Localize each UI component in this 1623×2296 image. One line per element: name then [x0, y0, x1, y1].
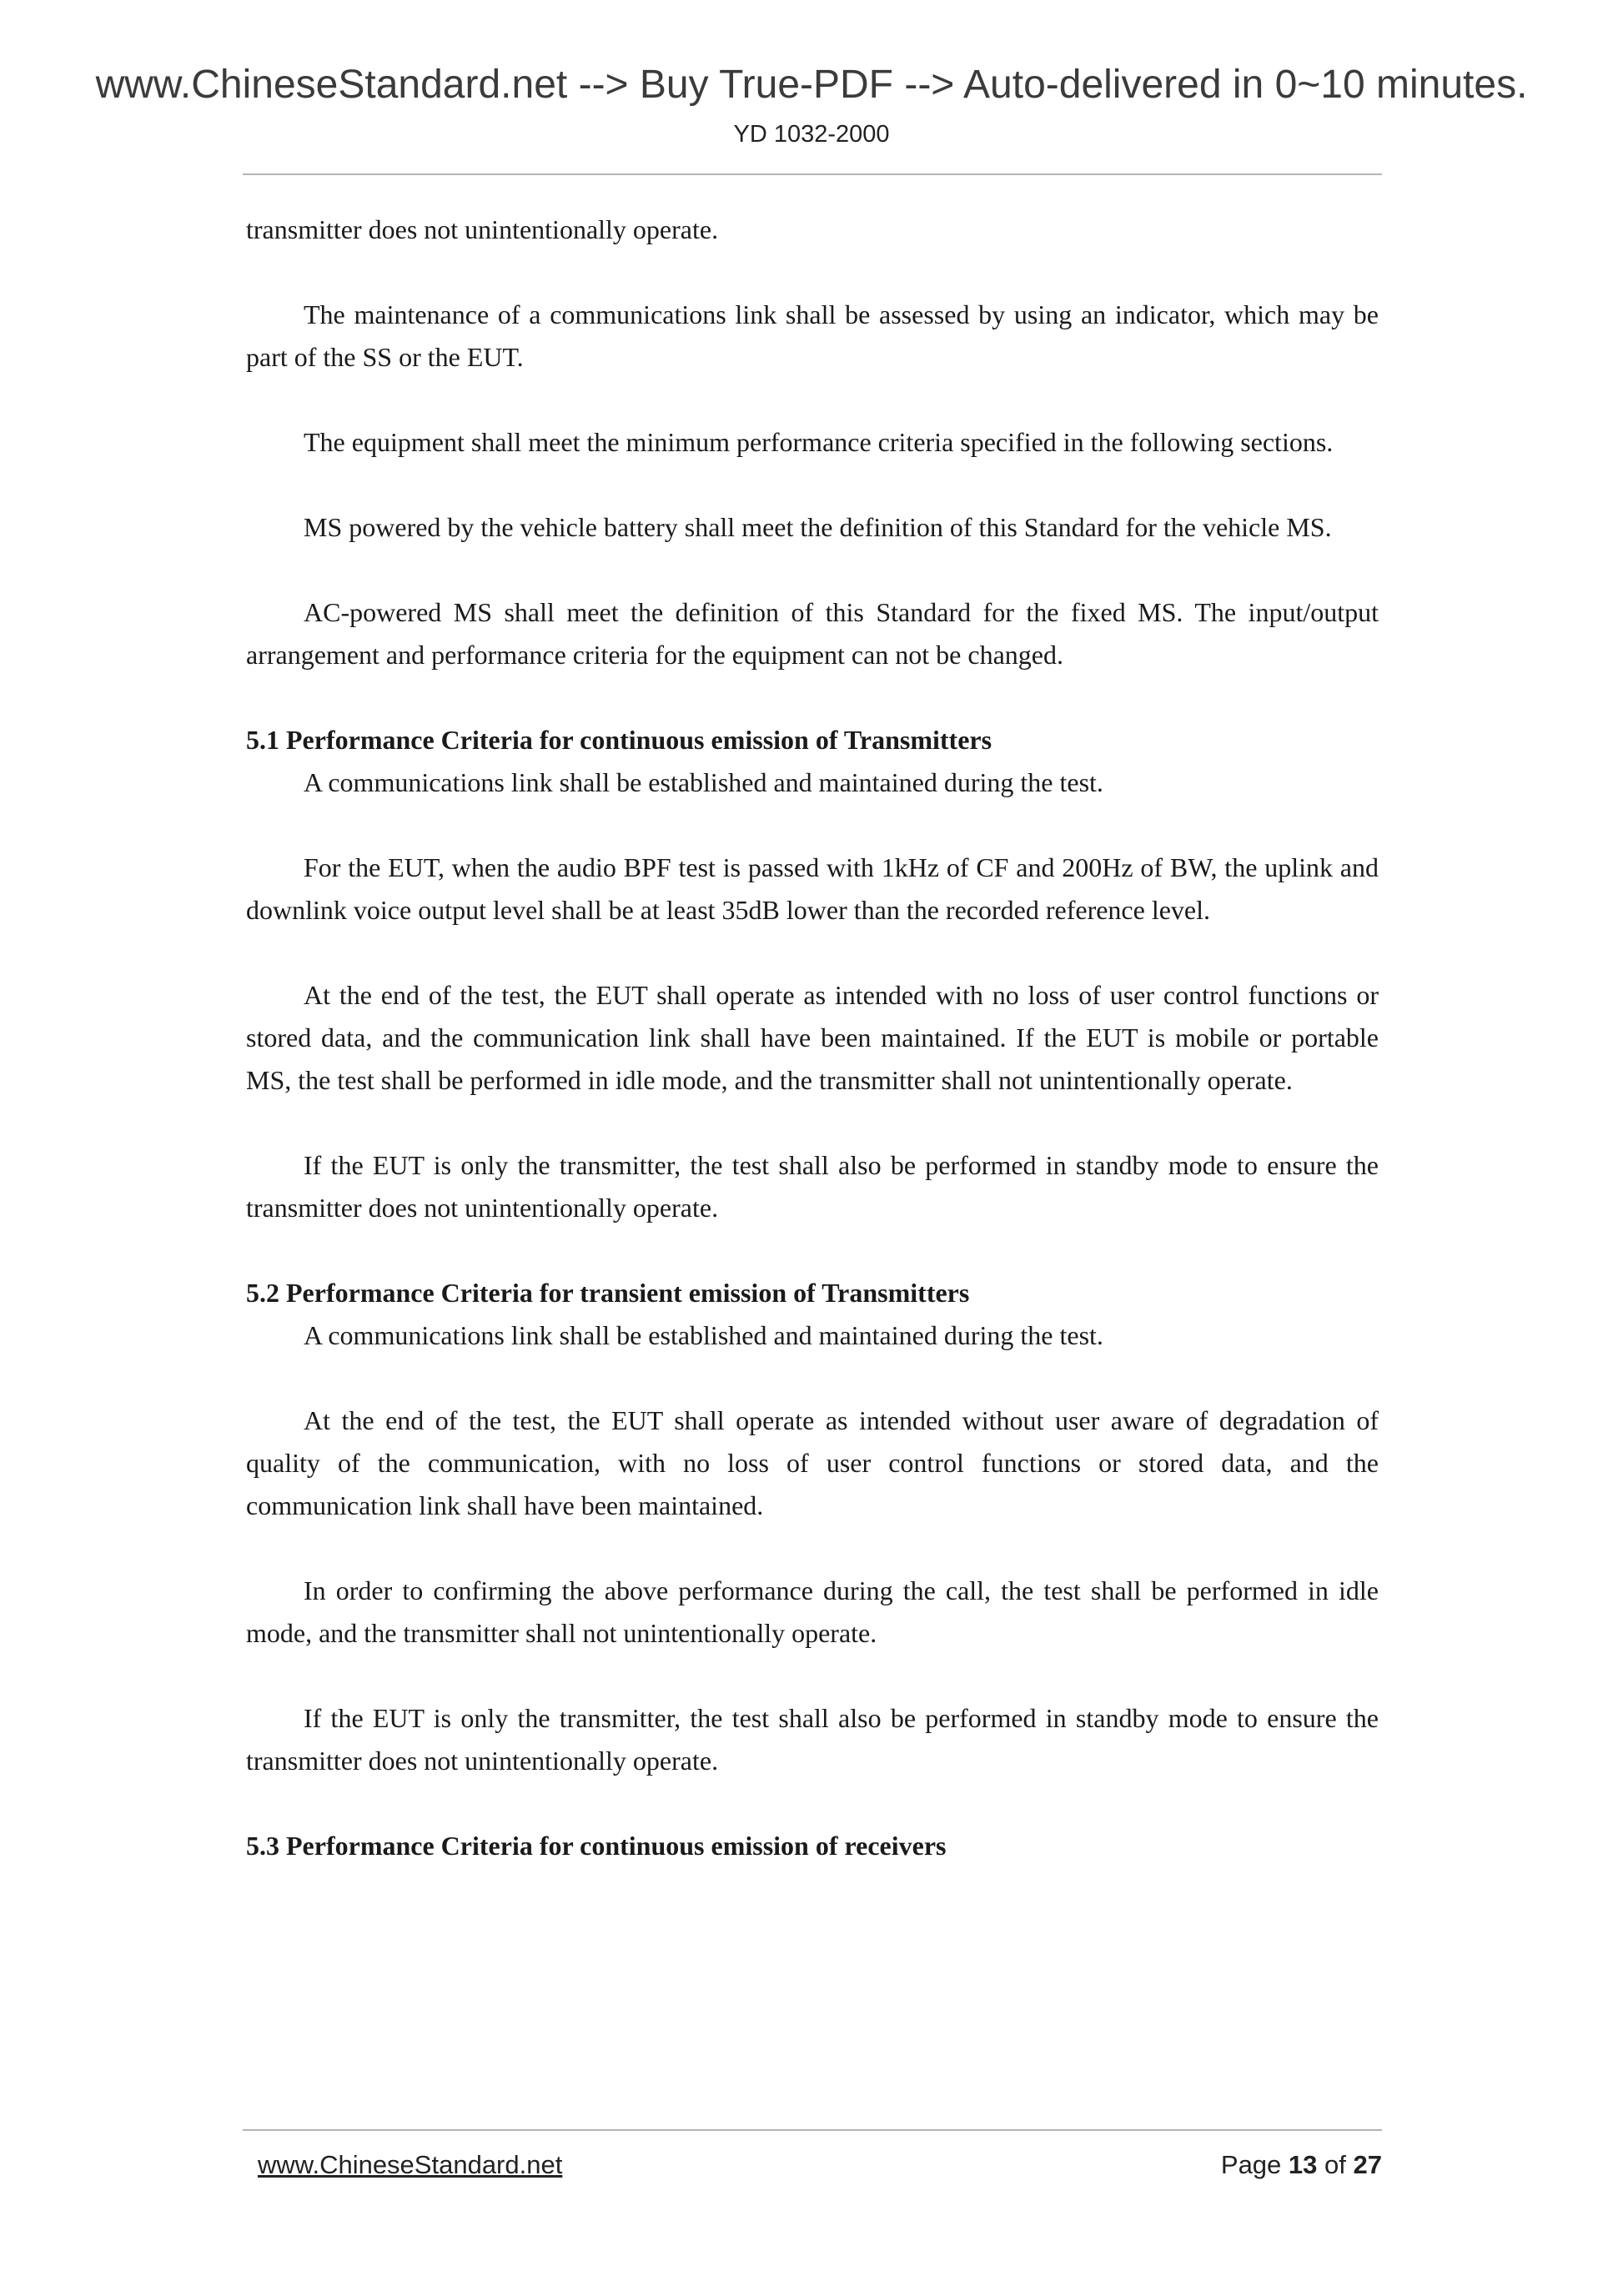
paragraph: At the end of the test, the EUT shall operate as intended with no loss of user control functions or stored data, and the communication link shall have been maintained. If the EUT is mobile or portable MS, the test shall be performed in idle mode, and the transmitter shall not unintentionally operate. — [246, 980, 1379, 1095]
paragraph: If the EUT is only the transmitter, the test shall also be performed in standby mode to ensure the transmitter does not unintentionally operate. — [246, 1703, 1379, 1776]
paragraph: In order to confirming the above performance during the call, the test shall be performed in idle mode, and the transmitter shall not unintentionally operate. — [246, 1575, 1379, 1648]
section-heading-5-2: 5.2 Performance Criteria for transient emission of Transmitters — [246, 1278, 970, 1308]
page-total: 27 — [1353, 2150, 1382, 2179]
paragraph: At the end of the test, the EUT shall operate as intended without user aware of degradation of quality of the communication, with no loss of user control functions or stored data, and the communication link shall have been maintained. — [246, 1405, 1379, 1520]
paragraph: transmitter does not unintentionally operate. — [246, 214, 719, 244]
footer-divider — [243, 2129, 1382, 2131]
paragraph: AC-powered MS shall meet the definition of this Standard for the fixed MS. The input/output arrangement and performance criteria for the equipment can not be changed. — [246, 597, 1379, 670]
paragraph: The equipment shall meet the minimum performance criteria specified in the following sections. — [304, 427, 1334, 457]
page-number — [1221, 2150, 1382, 2180]
paragraph: The maintenance of a communications link shall be assessed by using an indicator, which may be part of the SS or the EUT. — [246, 299, 1379, 372]
page-label: Page — [1220, 2150, 1282, 2179]
page-of-label: of — [1324, 2150, 1346, 2179]
header-banner: www.ChineseStandard.net --> Buy True-PDF --> Auto-delivered in 0~10 minutes. — [95, 63, 1528, 107]
paragraph: For the EUT, when the audio BPF test is passed with 1kHz of CF and 200Hz of BW, the uplink and downlink voice output level shall be at least 35dB lower than the recorded reference level. — [246, 852, 1379, 925]
paragraph: If the EUT is only the transmitter, the test shall also be performed in standby mode to ensure the transmitter does not unintentionally operate. — [246, 1150, 1379, 1223]
section-heading-5-3: 5.3 Performance Criteria for continuous emission of receivers — [246, 1831, 947, 1861]
page-body — [246, 208, 1379, 1867]
paragraph: A communications link shall be established and maintained during the test. — [304, 1320, 1103, 1350]
paragraph: A communications link shall be established and maintained during the test. — [304, 767, 1103, 797]
header-divider — [243, 173, 1382, 175]
paragraph: MS powered by the vehicle battery shall meet the definition of this Standard for the vehicle MS. — [304, 512, 1332, 542]
page-current: 13 — [1288, 2150, 1318, 2179]
section-heading-5-1: 5.1 Performance Criteria for continuous emission of Transmitters — [246, 725, 992, 755]
document-code: YD 1032-2000 — [733, 121, 890, 148]
footer-website-link[interactable]: www.ChineseStandard.net — [258, 2150, 563, 2179]
